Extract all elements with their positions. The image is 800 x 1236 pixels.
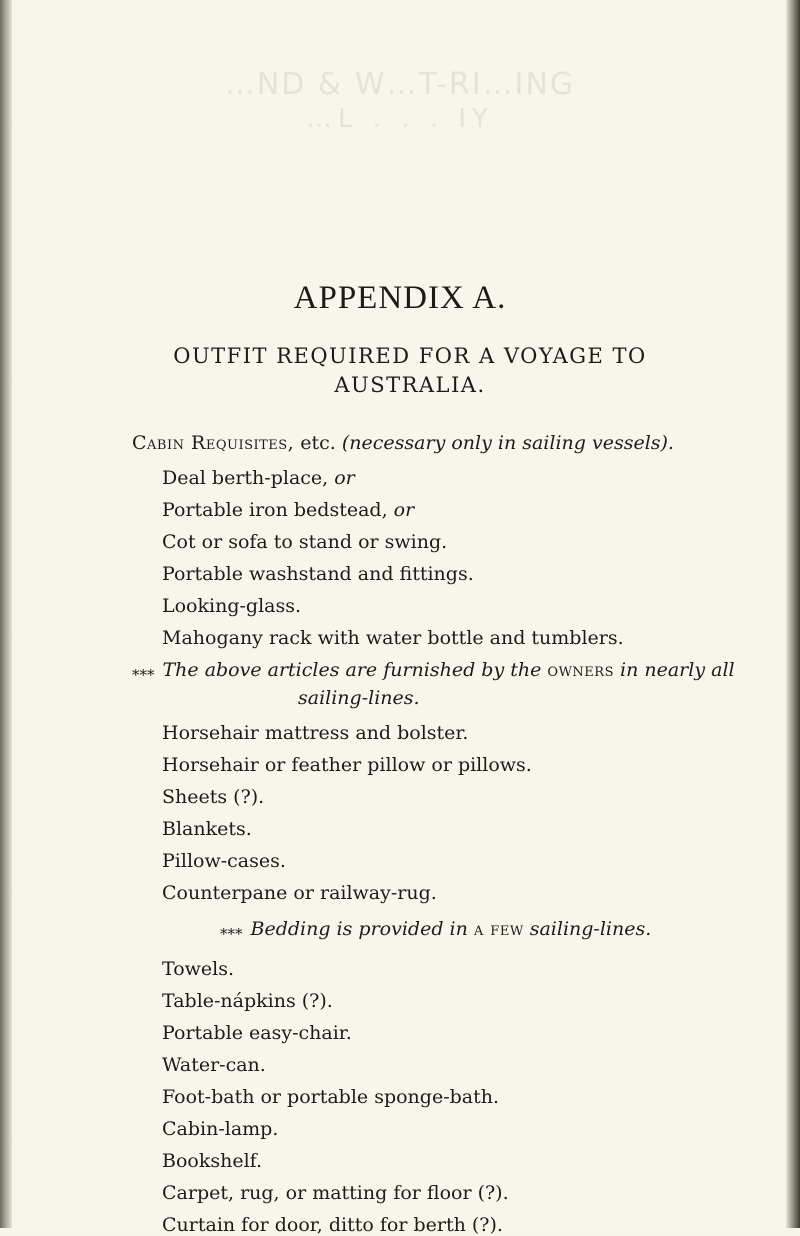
list-item: Horsehair mattress and bolster. (162, 722, 469, 744)
list-item: Portable washstand and fittings. (162, 563, 474, 585)
asterism-icon: *** (132, 666, 155, 684)
section-title-note: (necessary only in sailing vessels). (341, 432, 674, 454)
furnished-note: $_{***}$ The above articles are furnished by the owners in nearly all (132, 659, 735, 684)
furnished-note-line-2: sailing-lines. (298, 687, 420, 709)
list-item: Portable easy-chair. (162, 1022, 352, 1044)
section-title-smallcaps: Cabin Requisites, (132, 432, 295, 454)
list-item: Pillow-cases. (162, 850, 286, 872)
section-title (132, 432, 674, 454)
section-title-etc: etc. (294, 432, 342, 454)
list-item: Deal berth-place, or (162, 467, 355, 489)
outfit-subheading: OUTFIT REQUIRED FOR A VOYAGE TO AUSTRALIA. (173, 344, 647, 397)
binding-edge-right (786, 0, 800, 1228)
list-item: Curtain for door, ditto for berth (?). (162, 1214, 503, 1236)
list-item: Mahogany rack with water bottle and tumblers. (162, 627, 624, 649)
list-item: Portable iron bedstead, or (162, 499, 415, 521)
list-item: Table-nápkins (?). (162, 990, 333, 1012)
list-item: Foot-bath or portable sponge-bath. (162, 1086, 500, 1108)
list-item: Water-can. (162, 1054, 266, 1076)
list-item: Looking-glass. (162, 595, 302, 617)
appendix-heading: APPENDIX A. (293, 280, 507, 316)
binding-edge-left (0, 0, 12, 1228)
bleed-line-2: …L . . . IY (306, 104, 494, 134)
list-item: Cot or sofa to stand or swing. (162, 531, 448, 553)
list-item: Bookshelf. (162, 1150, 263, 1172)
list-item: Cabin-lamp. (162, 1118, 279, 1140)
bleed-line-1: …ND & W…T-RI…ING (224, 67, 576, 102)
asterism-icon: *** (220, 925, 243, 943)
list-item: Counterpane or railway-rug. (162, 882, 437, 904)
bedding-note: $_{***}$ Bedding is provided in a few sailing-lines. (220, 918, 652, 943)
list-item: Sheets (?). (162, 786, 265, 808)
bleed-through-text (0, 68, 800, 136)
list-item: Horsehair or feather pillow or pillows. (162, 754, 532, 776)
list-item: Blankets. (162, 818, 252, 840)
list-item: Towels. (162, 958, 235, 980)
list-item: Carpet, rug, or matting for floor (?). (162, 1182, 509, 1204)
